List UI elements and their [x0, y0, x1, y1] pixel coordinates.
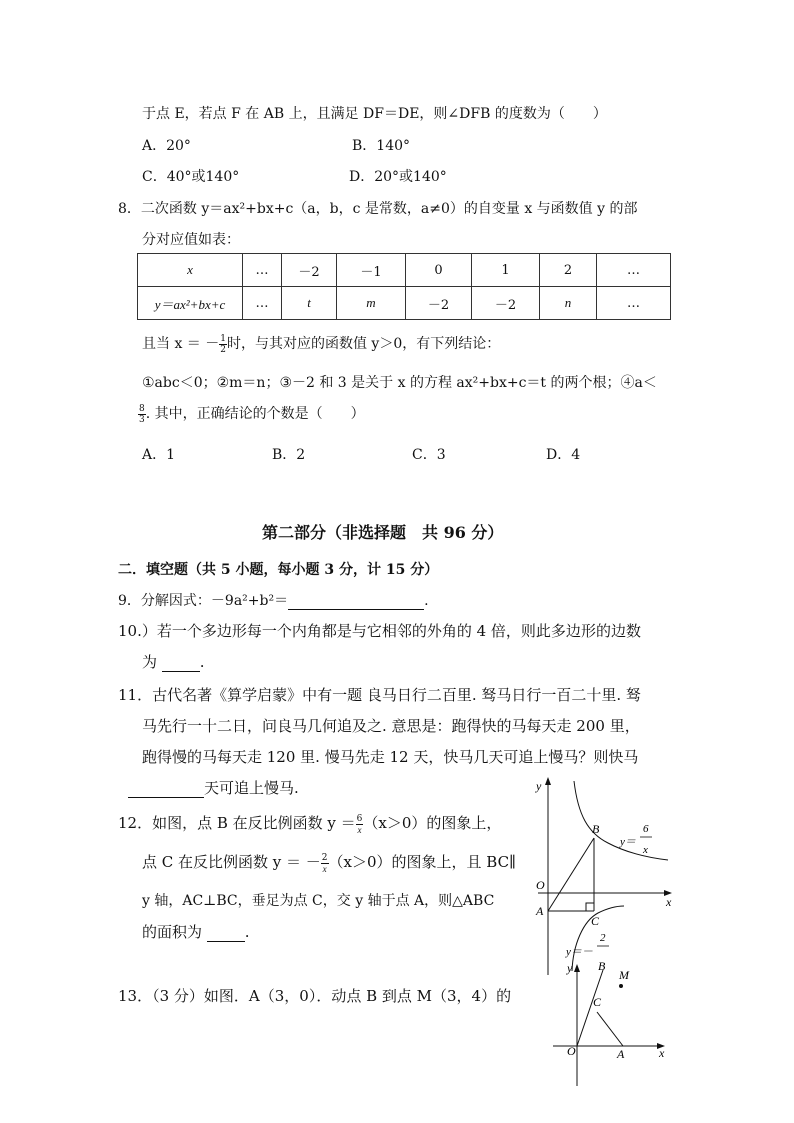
q13-stem: 13．（3 分）如图．A（3，0）．动点 B 到点 M（3，4）的	[118, 987, 512, 1005]
svg-text:6: 6	[643, 823, 649, 835]
table-cell: －2	[472, 287, 540, 320]
table-row	[138, 254, 671, 287]
label-b: B	[592, 822, 600, 836]
q8-conclusion-tail: $\frac{8}{3}$ . 其中，正确结论的个数是（ ）	[139, 403, 365, 425]
table-cell: 2	[540, 254, 597, 287]
svg-text:y＝: y＝	[620, 836, 636, 848]
table-cell: －2	[282, 254, 337, 287]
q7-option-d: D．20°或140°	[349, 169, 447, 185]
q12-line3: y 轴，AC⊥BC，垂足为点 C，交 y 轴于点 A，则△ABC	[142, 893, 495, 909]
right-angle-mark	[586, 903, 594, 911]
fraction: $\frac{1}{2}$	[220, 333, 226, 355]
y-axis-arrow	[574, 964, 580, 972]
segment-ca	[597, 1012, 623, 1046]
q11-line3: 跑得慢的马每天走 120 里. 慢马先走 12 天，快马几天可追上慢马？则快马	[142, 748, 639, 766]
label-a: A	[617, 1047, 625, 1061]
q8-condition: 且当 x ＝ － $\frac{1}{2}$ 时，与其对应的函数值 y＞0，有下列结论：	[142, 333, 501, 355]
q11-line4: 天可追上慢马.	[128, 777, 299, 798]
table-cell: －2	[406, 287, 472, 320]
q12-line2: 点 C 在反比例函数 y ＝ － $\frac{2}{x}$ （x＞0）的图象上，且 BC∥	[142, 852, 517, 874]
table-cell: …	[597, 254, 671, 287]
label-y: y	[536, 779, 542, 793]
svg-text:2: 2	[600, 932, 606, 944]
q9-stem: 9．分解因式：－9a²+b²＝ .	[118, 593, 429, 609]
label-y: y	[567, 962, 573, 975]
section2-heading: 二．填空题（共 5 小题，每小题 3 分，计 15 分）	[118, 562, 439, 578]
q8-stem-line1: 8．二次函数 y＝ax²+bx+c（a，b，c 是常数，a≠0）的自变量 x 与函数值 y 的部	[118, 201, 638, 217]
q8-value-table	[137, 253, 671, 320]
q8-option-b: B．2	[272, 447, 306, 463]
q11-line1: 11．古代名著《算学启蒙》中有一题 良马日行二百里. 驽马日行一百二十里. 驽	[118, 686, 641, 704]
label-m: M	[619, 968, 629, 982]
q8-option-a: A．1	[142, 447, 176, 463]
fraction: $\frac{2}{x}$	[321, 852, 328, 874]
label-origin: O	[567, 1044, 576, 1058]
q7-stem: 于点 E，若点 F 在 AB 上，且满足 DF＝DE，则∠DFB 的度数为（ ）	[142, 106, 607, 122]
answer-blank	[128, 779, 204, 798]
fraction: $\frac{8}{3}$	[139, 403, 145, 425]
q11-line2: 马先行一十二日，问良马几何追及之. 意思是：跑得快的马每天走 200 里，	[142, 717, 640, 735]
label-b: B	[598, 962, 606, 973]
table-cell: …	[597, 287, 671, 320]
table-cell: y＝ax²+bx+c	[138, 287, 243, 320]
q12-figure	[528, 775, 678, 975]
q8-option-d: D．4	[546, 447, 581, 463]
table-cell: －1	[337, 254, 406, 287]
table-cell: …	[243, 254, 282, 287]
q8-option-c: C．3	[412, 447, 446, 463]
table-cell: 0	[406, 254, 472, 287]
answer-blank	[288, 593, 424, 610]
point-m	[619, 984, 623, 988]
curve2-equation	[565, 932, 609, 958]
label-c: C	[591, 914, 600, 928]
y-axis-arrow	[545, 777, 551, 785]
table-cell: …	[243, 287, 282, 320]
q12-line4: 的面积为 .	[142, 923, 250, 941]
q12-line1: 12．如图，点 B 在反比例函数 y ＝ $\frac{6}{x}$ （x＞0）的图象上，	[118, 813, 502, 835]
q8-stem-line2: 分对应值如表：	[142, 232, 240, 248]
q8-conclusions: ①abc＜0；②m＝n；③－2 和 3 是关于 x 的方程 ax²+bx+c＝t 的两个根；④a＜	[142, 375, 657, 391]
q10-line2: 为 .	[142, 653, 205, 671]
label-c: C	[593, 995, 602, 1009]
answer-blank	[162, 653, 200, 672]
answer-blank	[207, 923, 245, 942]
segment-ab	[548, 838, 594, 911]
table-cell: x	[138, 254, 243, 287]
q7-option-b: B．140°	[352, 138, 411, 154]
label-x: x	[659, 1046, 665, 1060]
fraction: $\frac{6}{x}$	[356, 813, 363, 835]
label-x: x	[666, 895, 672, 909]
table-cell: n	[540, 287, 597, 320]
table-row	[138, 287, 671, 320]
label-a: A	[536, 904, 544, 918]
q10-line1: 10.）若一个多边形每一个内角都是与它相邻的外角的 4 倍，则此多边形的边数	[118, 622, 641, 640]
svg-text:x: x	[643, 844, 648, 856]
svg-text:y＝－: y＝－	[566, 946, 593, 958]
table-cell: 1	[472, 254, 540, 287]
label-origin: O	[536, 878, 545, 892]
table-cell: t	[282, 287, 337, 320]
curve1-equation	[619, 823, 652, 856]
q7-option-a: A．20°	[142, 138, 191, 154]
q13-figure	[545, 962, 675, 1087]
q7-option-c: C．40°或140°	[142, 169, 240, 185]
part2-title: 第二部分（非选择题 共 96 分）	[262, 523, 504, 542]
table-cell: m	[337, 287, 406, 320]
